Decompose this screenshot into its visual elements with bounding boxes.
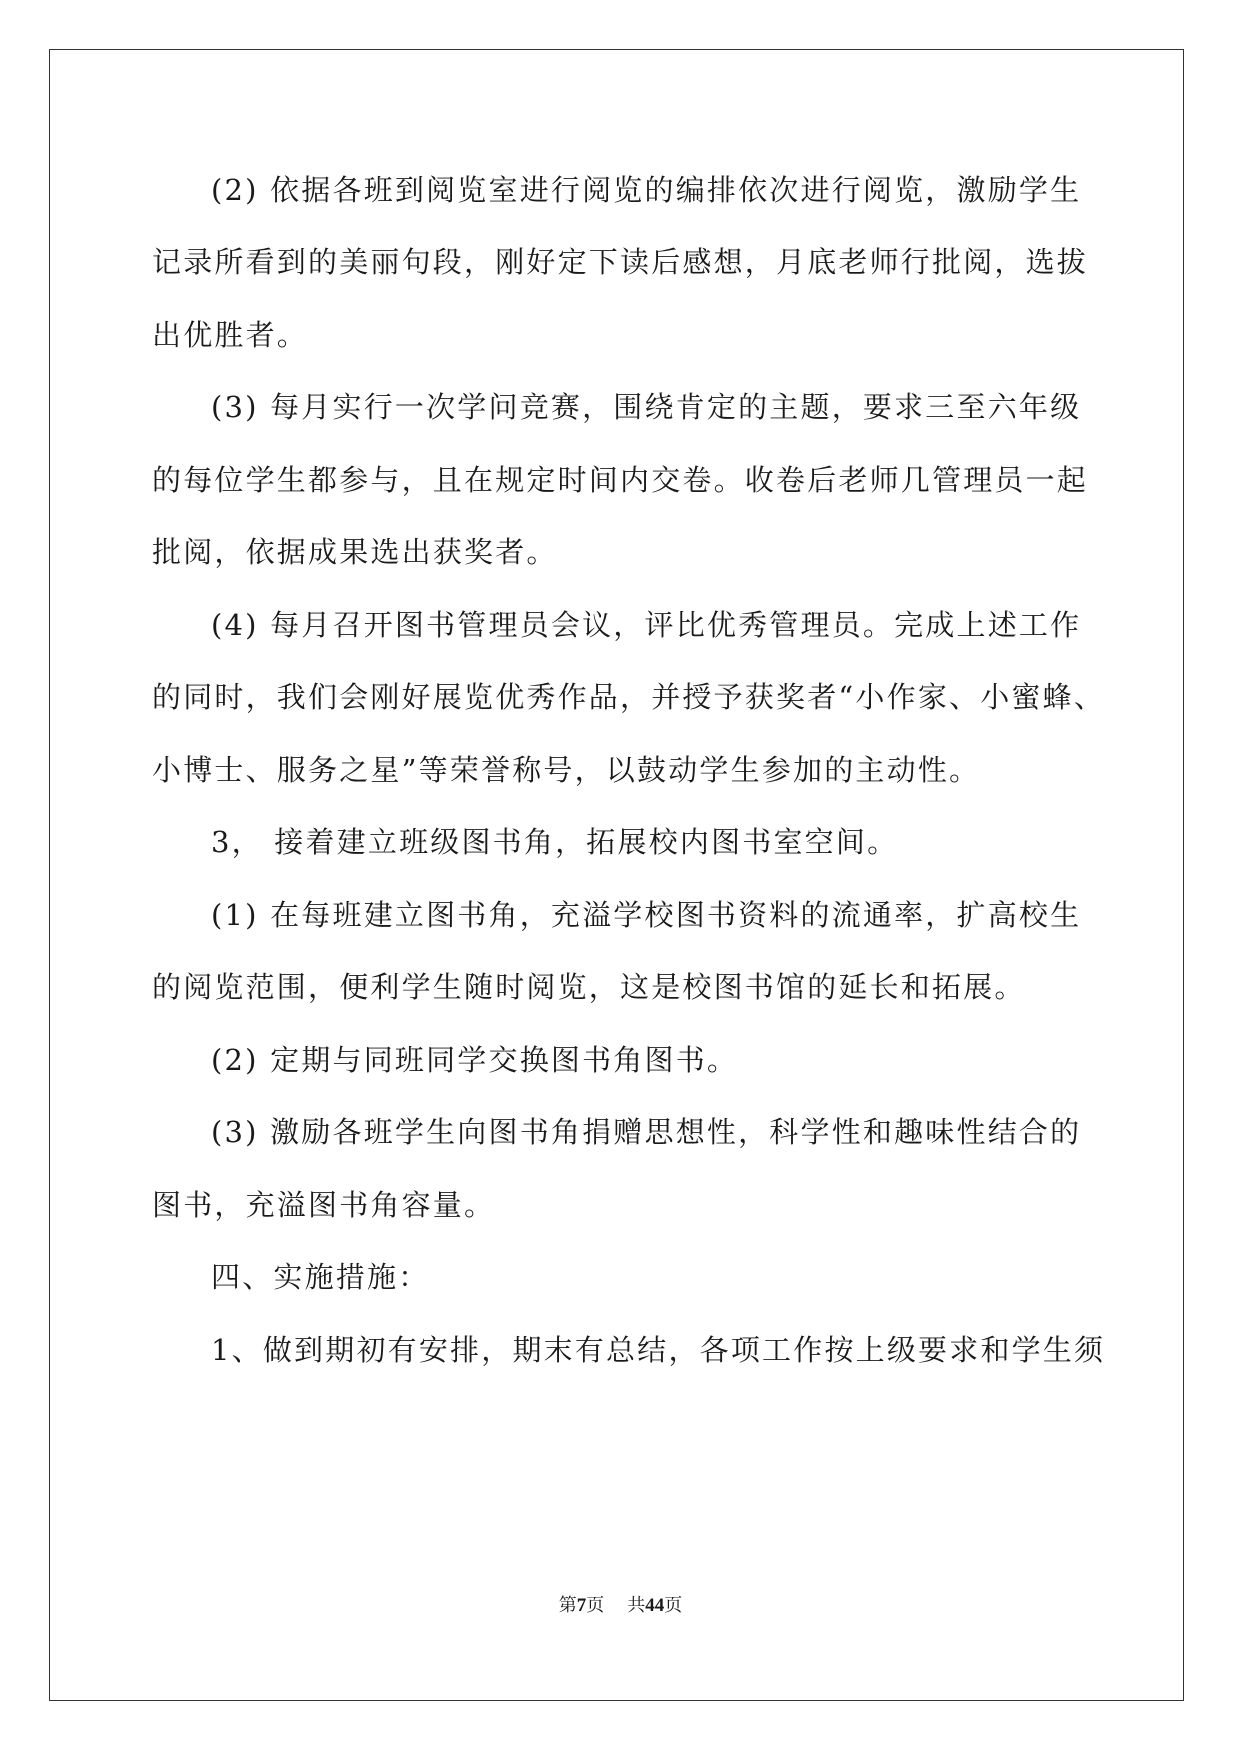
footer-page-suffix: 页 (586, 1595, 605, 1616)
paragraph-line: (3) 激励各班学生向图书角捐赠思想性，科学性和趣味性结合的 (211, 1115, 1082, 1149)
footer-total-suffix: 页 (664, 1595, 683, 1616)
paragraph-line: (3) 每月实行一次学问竞赛，围绕肯定的主题，要求三至六年级 (211, 390, 1082, 424)
paragraph-line: 小博士、服务之星”等荣誉称号，以鼓动学生参加的主动性。 (152, 753, 981, 787)
footer-total-pages: 44 (645, 1595, 665, 1616)
paragraph-line: (1) 在每班建立图书角，充溢学校图书资料的流通率，扩高校生 (211, 898, 1082, 932)
section-heading: 四、实施措施： (211, 1260, 430, 1294)
paragraph-line: 的同时，我们会刚好展览优秀作品，并授予获奖者“小作家、小蜜蜂、 (152, 680, 1106, 714)
paragraph-line: 图书，充溢图书角容量。 (152, 1188, 496, 1222)
paragraph-line: 的阅览范围，便利学生随时阅览，这是校图书馆的延长和拓展。 (152, 970, 1026, 1004)
paragraph-line: (2) 定期与同班同学交换图书角图书。 (211, 1043, 739, 1077)
page-footer (0, 1591, 1241, 1617)
footer-page-number: 7 (576, 1595, 587, 1616)
footer-page-prefix: 第 (558, 1595, 577, 1616)
paragraph-line: 批阅，依据成果选出获奖者。 (152, 535, 558, 569)
paragraph-line: 的每位学生都参与，且在规定时间内交卷。收卷后老师几管理员一起 (152, 463, 1089, 497)
paragraph-line: 记录所看到的美丽句段，刚好定下读后感想，月底老师行批阅，选拔 (152, 245, 1089, 279)
paragraph-line: 1、做到期初有安排，期末有总结，各项工作按上级要求和学生须 (211, 1333, 1106, 1367)
footer-total-prefix: 共 (627, 1595, 646, 1616)
paragraph-line: 3， 接着建立班级图书角，拓展校内图书室空间。 (211, 825, 899, 859)
paragraph-line: (4) 每月召开图书管理员会议，评比优秀管理员。完成上述工作 (211, 608, 1082, 642)
paragraph-line: (2) 依据各班到阅览室进行阅览的编排依次进行阅览，激励学生 (211, 173, 1082, 207)
page-frame (49, 49, 1184, 1701)
paragraph-line: 出优胜者。 (152, 318, 309, 352)
